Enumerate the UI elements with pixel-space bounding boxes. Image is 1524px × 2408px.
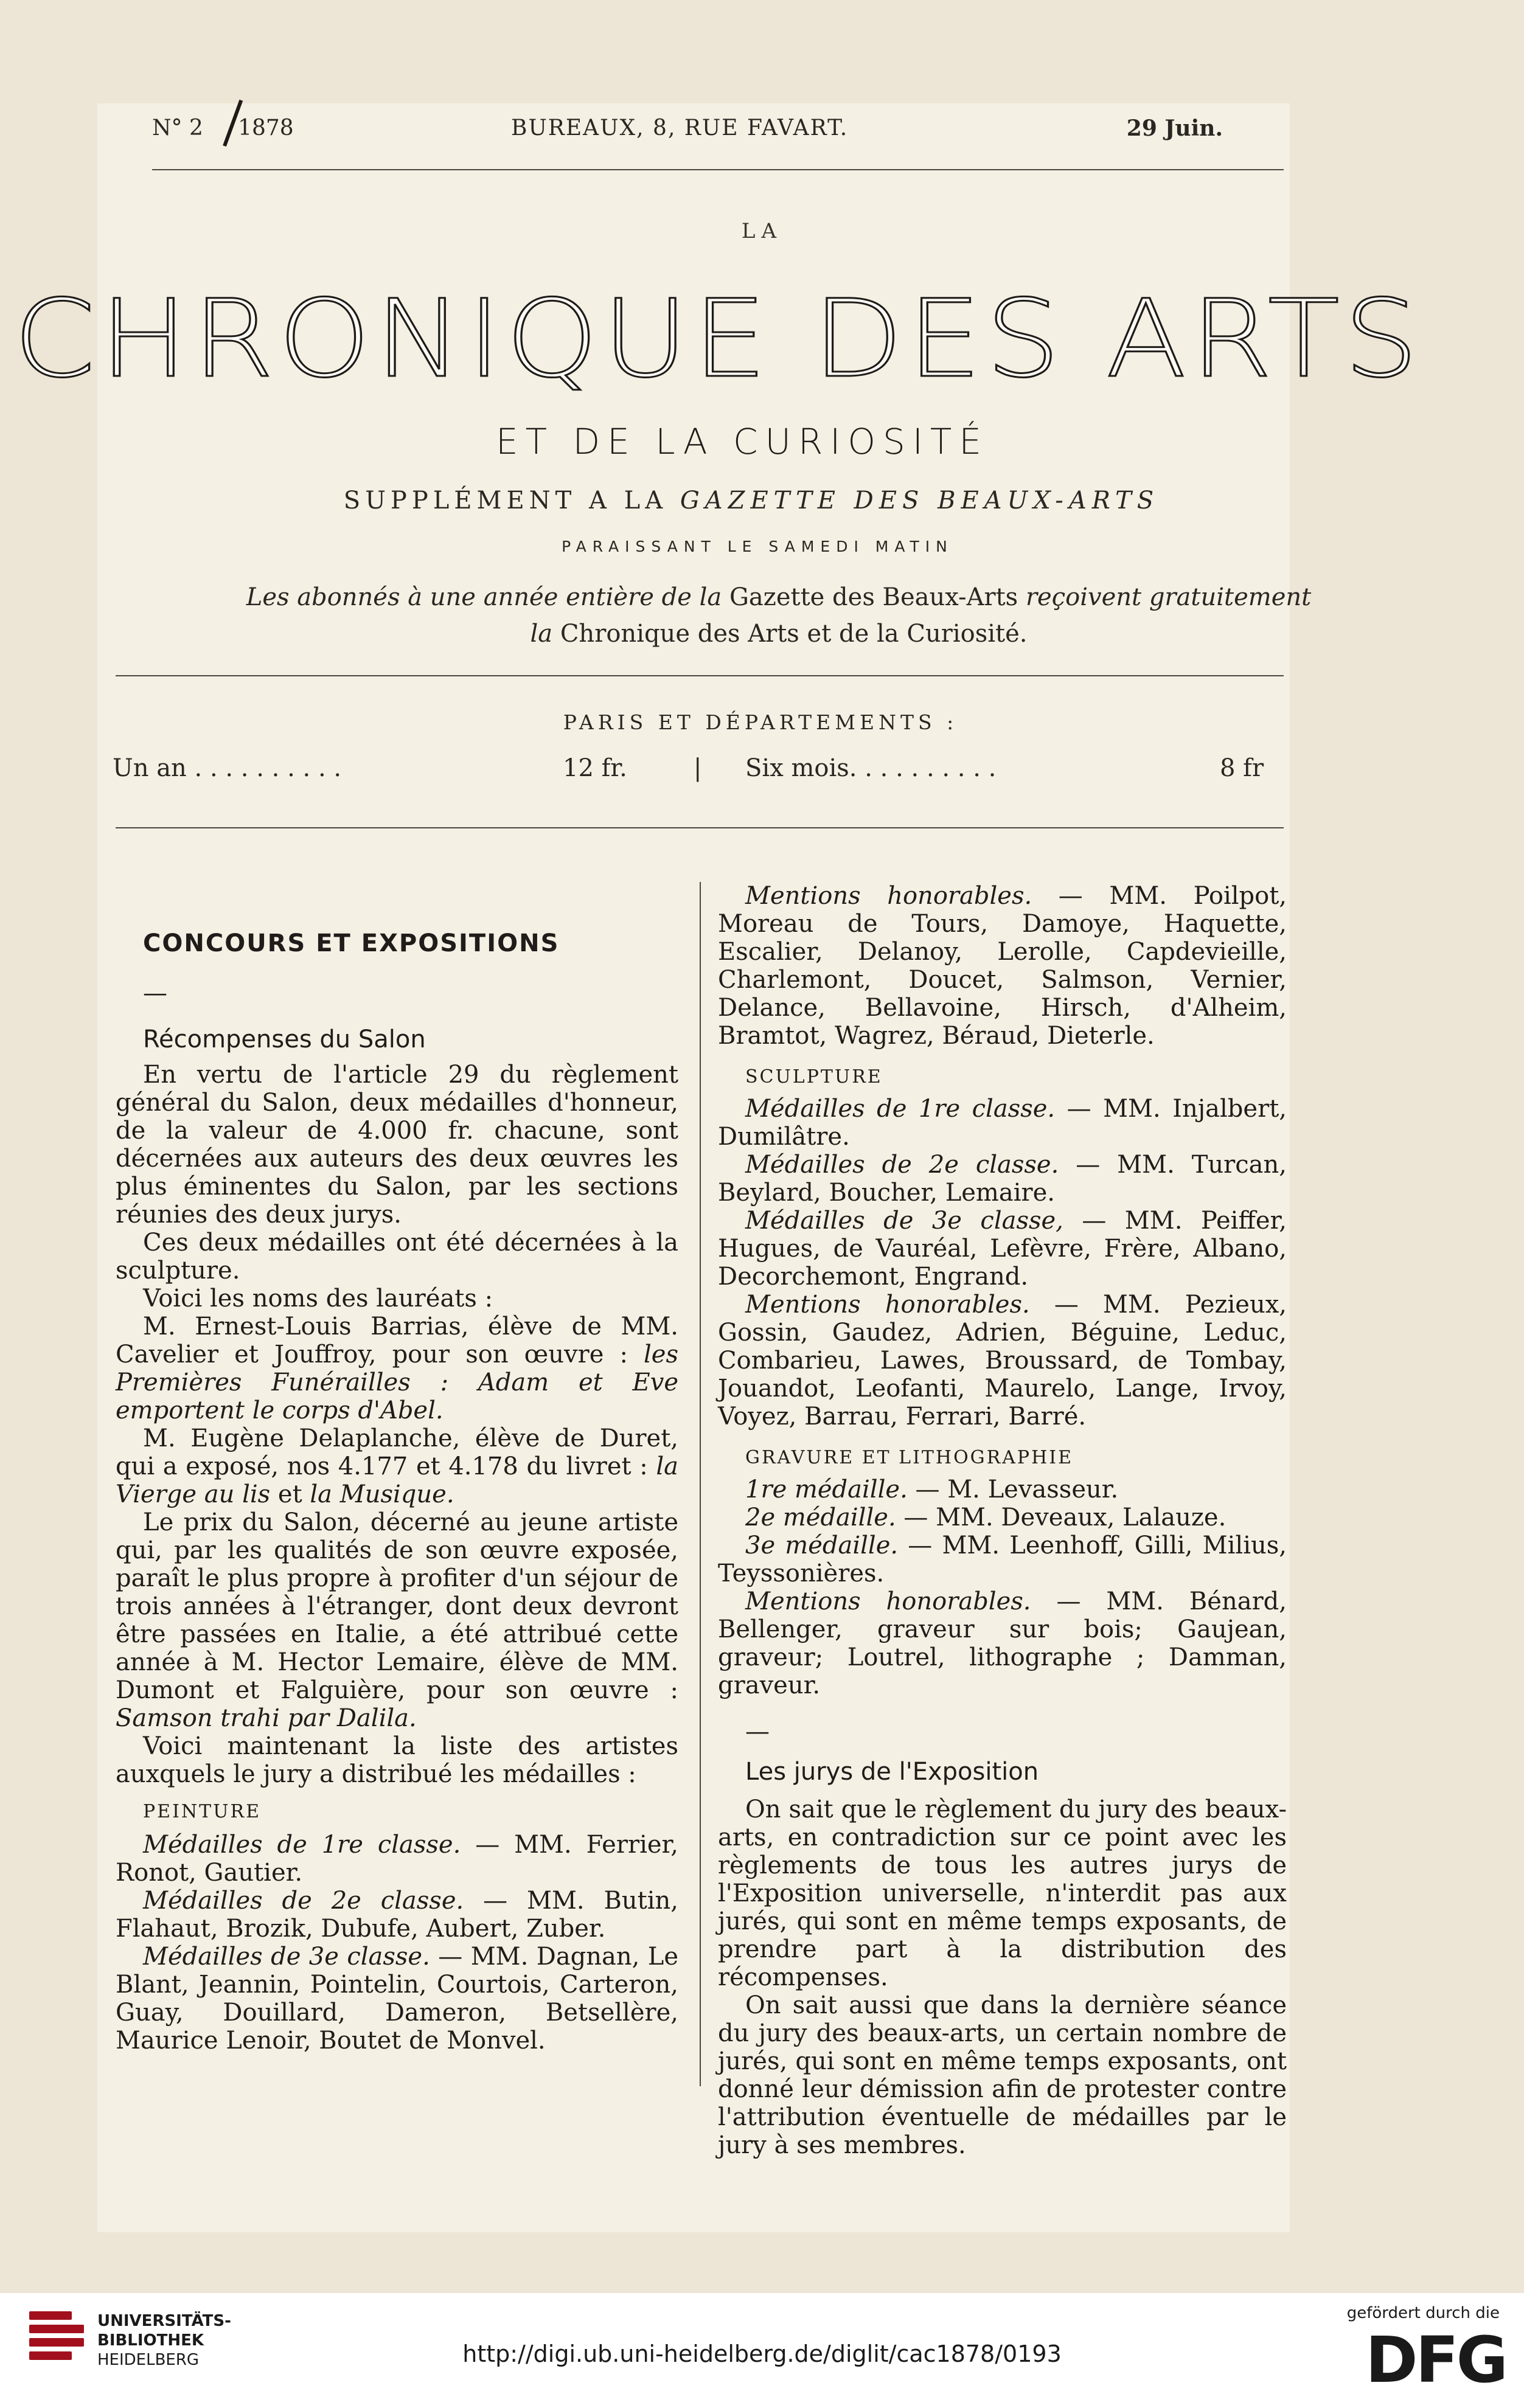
column-separator <box>700 882 701 2086</box>
year-label: Un an . . . . . . . . . . <box>113 754 342 782</box>
half-year-price: 8 fr <box>1220 754 1264 782</box>
journal-title: CHRONIQUE DES ARTS <box>13 277 1423 401</box>
subsection-title: Récompenses du Salon <box>143 1025 426 1053</box>
paraissant-line: PARAISSANT LE SAMEDI MATIN <box>562 538 953 555</box>
paragraph: Le prix du Salon, décerné au jeune artiste qui, par les qualités de son œuvre exposée, paraît le plus propre à profiter d'un séjour de trois années à l'étranger, dont deux devront être passées en Italie, a été attribué cette année à M. Hector Lemaire, élève de MM. Dumont et Falguière, pour son œuvre : Samson trahi par Dalila. <box>116 1508 678 1732</box>
paragraph: On sait aussi que dans la dernière séance du jury des beaux-arts, un certain nombre de jurés, qui sont en même temps exposants, ont donné leur démission afin de protester contre l'attribution éventuelle de médailles par le jury à ses membres. <box>718 1991 1287 2159</box>
header-rule-1 <box>116 675 1284 676</box>
supplement-line: SUPPLÉMENT A LA GAZETTE DES BEAUX-ARTS <box>343 487 1160 515</box>
subsection-title: Les jurys de l'Exposition <box>745 1758 1039 1786</box>
subscription-heading: PARIS ET DÉPARTEMENTS : <box>563 710 958 734</box>
price-separator: | <box>694 754 702 782</box>
section-dash: — <box>143 979 167 1007</box>
award-entry: Médailles de 1re classe. — MM. Ferrier, Ronot, Gautier. <box>116 1831 679 1887</box>
masthead-rule <box>152 169 1284 170</box>
paragraph: On sait que le règlement du jury des beaux-arts, en contradiction sur ce point avec les règlements de tous les autres jurys de l'Exposition universelle, n'interdit pas aux jurés, qui sont en même temps exposants, de prendre part à la distribution des récompenses. <box>718 1796 1287 1991</box>
award-entry: Médailles de 2e classe. — MM. Turcan, Beylard, Boucher, Lemaire. <box>718 1151 1287 1207</box>
masthead-top-line <box>152 116 1223 152</box>
category-heading: SCULPTURE <box>745 1066 883 1088</box>
paragraph: Ces deux médailles ont été décernées à la sculpture. <box>116 1229 678 1285</box>
paragraph: Voici maintenant la liste des artistes auxquels le jury a distribué les médailles : <box>116 1732 678 1788</box>
half-year-label: Six mois. . . . . . . . . . <box>745 754 997 782</box>
permalink-url[interactable]: http://digi.ub.uni-heidelberg.de/diglit/cac1878/0193 <box>462 2340 1062 2367</box>
viewer-footer <box>0 2293 1524 2408</box>
year-price: 12 fr. <box>563 754 627 782</box>
award-entry: Médailles de 3e classe, — MM. Peiffer, Hugues, de Vauréal, Lefèvre, Frère, Albano, Decorchemont, Engrand. <box>718 1207 1287 1291</box>
paragraph: M. Eugène Delaplanche, élève de Duret, qui a exposé, nos 4.177 et 4.178 du livret : la Vierge au lis et la Musique. <box>116 1424 679 1508</box>
issue-number: N° 2 1878 <box>152 116 294 141</box>
paragraph: M. Ernest-Louis Barrias, élève de MM. Cavelier et Jouffroy, pour son œuvre : les Premières Funérailles : Adam et Eve emportent le corps d'Abel. <box>116 1313 678 1424</box>
category-heading: GRAVURE ET LITHOGRAPHIE <box>745 1447 1073 1468</box>
category-heading: PEINTURE <box>143 1801 261 1822</box>
award-entry: 3e médaille. — MM. Leenhoff, Gilli, Milius, Teyssonières. <box>718 1532 1287 1587</box>
subscriber-notice: Les abonnés à une année entière de la Gazette des Beaux-Arts reçoivent gratuitement la Chronique des Arts et de la Curiosité. <box>246 583 1312 648</box>
section-title: CONCOURS ET EXPOSITIONS <box>143 929 560 957</box>
bureaux-address: BUREAUX, 8, RUE FAVART. <box>511 116 849 141</box>
award-entry: Médailles de 1re classe. — MM. Injalbert, Dumilâtre. <box>718 1095 1287 1151</box>
award-entry: Mentions honorables. — MM. Bénard, Bellenger, graveur sur bois; Gaujean, graveur; Loutrel, lithographe ; Damman, graveur. <box>718 1587 1287 1699</box>
paragraph: Voici les noms des lauréats : <box>143 1285 493 1313</box>
award-entry: 2e médaille. — MM. Deveaux, Lalauze. <box>745 1504 1227 1532</box>
award-entry: Mentions honorables. — MM. Poilpot, Moreau de Tours, Damoye, Haquette, Escalier, Delanoy, Lerolle, Capdevieille, Charlemont, Doucet, Salmson, Vernier, Delance, Bellavoine, Hirsch, d'Alheim, Bramtot, Wagrez, Béraud, Dieterle. <box>718 882 1287 1050</box>
header-rule-2 <box>116 827 1284 828</box>
paragraph: En vertu de l'article 29 du règlement général du Salon, deux médailles d'honneur, de la valeur de 4.000 fr. chacune, sont décernées aux auteurs des deux œuvres les plus éminentes du Salon, par les sections réunies des deux jurys. <box>116 1061 678 1229</box>
funding-caption: gefördert durch die <box>1346 2304 1500 2322</box>
award-entry: Mentions honorables. — MM. Pezieux, Gossin, Gaudez, Adrien, Béguine, Leduc, Combarieu, Lawes, Broussard, de Tombay, Jouandot, Leofanti, Maurelo, Lange, Irvoy, Voyez, Barrau, Ferrari, Barré. <box>718 1291 1287 1431</box>
university-library-name[interactable]: UNIVERSITÄTS- BIBLIOTHEK HEIDELBERG <box>97 2312 231 2369</box>
issue-date: 29 Juin. <box>1126 116 1223 141</box>
left-column <box>116 882 678 2055</box>
section-dash: — <box>745 1718 770 1746</box>
journal-subtitle: ET DE LA CURIOSITÉ <box>495 421 989 462</box>
award-entry: Médailles de 2e classe. — MM. Butin, Flahaut, Brozik, Dubufe, Aubert, Zuber. <box>116 1887 678 1943</box>
subscription-prices <box>113 754 1287 791</box>
dfg-logo-icon[interactable]: DFG <box>1365 2323 1506 2397</box>
title-la: LA <box>741 219 783 243</box>
award-entry: Médailles de 3e classe. — MM. Dagnan, Le Blant, Jeannin, Pointelin, Courtois, Carteron, Guay, Douillard, Dameron, Betsellère, Maurice Lenoir, Boutet de Monvel. <box>116 1943 679 2055</box>
right-column <box>718 882 1287 2159</box>
award-entry: 1re médaille. — M. Levasseur. <box>745 1476 1119 1504</box>
